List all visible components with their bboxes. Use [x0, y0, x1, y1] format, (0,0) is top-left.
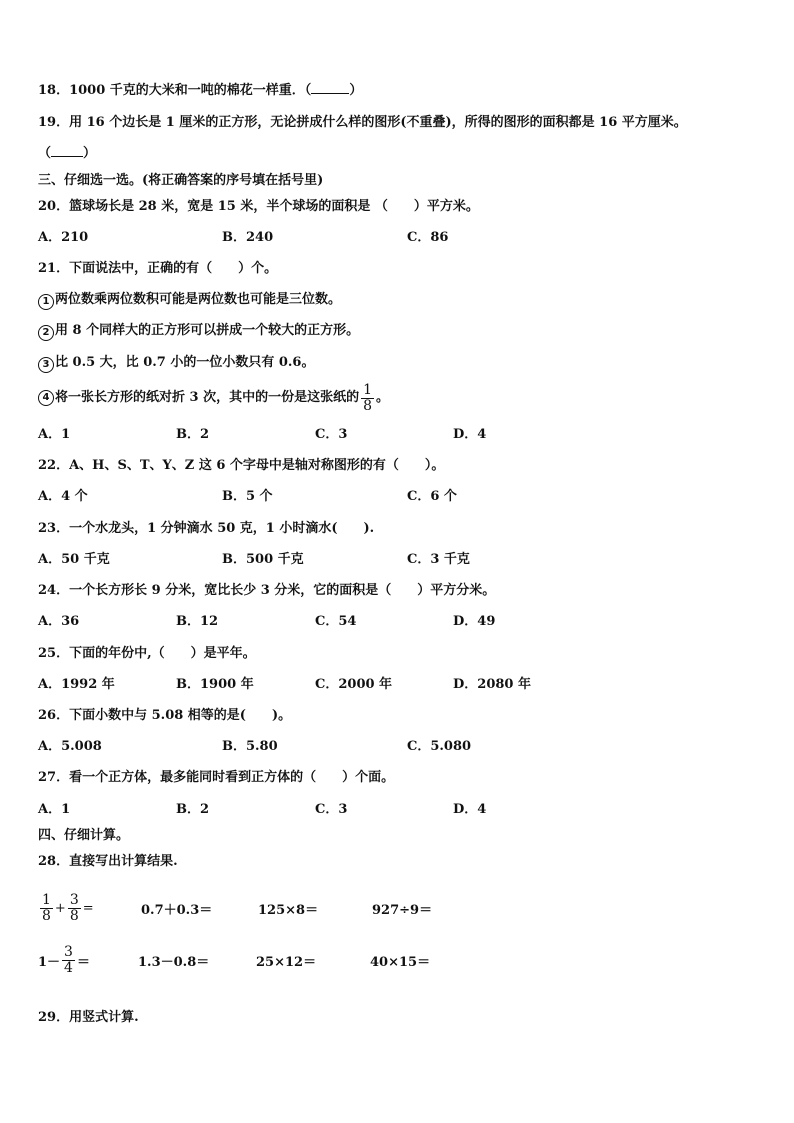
option-a[interactable]: A．1 — [38, 802, 71, 817]
question-number: 25． — [38, 646, 70, 661]
question-number: 29． — [38, 1010, 70, 1025]
statement-3: 3 比 0.5 大，比 0.7 小的一位小数只有 0.6。 — [38, 354, 314, 373]
question-25 — [38, 645, 256, 663]
question-22 — [38, 457, 444, 475]
question-text: 用 16 个边长是 1 厘米的正方形，无论拼成什么样的图形(不重叠)，所得的图形的面积都是 16 平方厘米。 — [69, 115, 687, 130]
question-text: 下面的年份中,（ ）是平年。 — [69, 646, 256, 661]
option-b[interactable]: B．5 个 — [222, 489, 273, 504]
question-27 — [38, 769, 394, 787]
question-18: 18．1000 千克的大米和一吨的棉花一样重．（ ） — [38, 83, 363, 98]
option-d[interactable]: D．2080 年 — [453, 677, 531, 692]
question-text: 下面说法中，正确的有（ ）个。 — [69, 261, 278, 276]
circled-number-1: 1 — [38, 294, 54, 310]
question-number: 22． — [38, 458, 70, 473]
question-text: A、H、S、T、Y、Z 这 6 个字母中是轴对称图形的有（ ）。 — [69, 458, 445, 473]
question-number: 27． — [38, 770, 70, 785]
calc-fraction-add: $\frac{1}{8}$ + $\frac{3}{8}$ = — [42, 891, 94, 924]
section-heading-3: 三、仔细选一选。(将正确答案的序号填在括号里) — [38, 173, 324, 188]
statement-1: 1 两位数乘两位数积可能是两位数也可能是三位数。 — [38, 291, 341, 310]
circled-number-2: 2 — [38, 325, 54, 341]
question-text: 用竖式计算. — [69, 1010, 139, 1025]
option-c[interactable]: C．5.080 — [407, 739, 472, 754]
fraction: $\frac{3}{8}$ — [69, 891, 79, 924]
circled-number-4: 4 — [38, 390, 54, 406]
option-b[interactable]: B．2 — [176, 427, 210, 442]
question-29 — [38, 1009, 139, 1027]
option-a[interactable]: A．4 个 — [38, 489, 88, 504]
question-number: 26． — [38, 708, 70, 723]
option-c[interactable]: C．2000 年 — [315, 677, 393, 692]
option-c[interactable]: C．86 — [407, 230, 449, 245]
option-b[interactable]: B．5.80 — [222, 739, 278, 754]
question-number: 24． — [38, 583, 70, 598]
question-text: 看一个正方体，最多能同时看到正方体的（ ）个面。 — [69, 770, 395, 785]
option-a[interactable]: A．1 — [38, 427, 71, 442]
calc-fraction-subtract: 1－ $\frac{3}{4}$ ＝ — [38, 943, 90, 976]
question-text: 篮球场长是 28 米，宽是 15 米，半个球场的面积是 （ ）平方米。 — [69, 199, 479, 214]
option-c[interactable]: C．3 千克 — [407, 552, 470, 567]
fraction: $\frac{3}{4}$ — [64, 943, 73, 976]
question-number: 23． — [38, 521, 70, 536]
question-28 — [38, 853, 178, 871]
fraction-one-eighth: $\frac{1}{8}$ — [363, 381, 373, 414]
option-b[interactable]: B．2 — [176, 802, 210, 817]
statement-2: 2 用 8 个同样大的正方形可以拼成一个较大的正方形。 — [38, 322, 359, 341]
calc-expression: 25×12＝ — [256, 955, 317, 970]
option-b[interactable]: B．240 — [222, 230, 274, 245]
option-c[interactable]: C．3 — [315, 427, 348, 442]
option-a[interactable]: A．5.008 — [38, 739, 102, 754]
option-b[interactable]: B．1900 年 — [176, 677, 254, 692]
question-19 — [38, 114, 687, 132]
fraction: $\frac{1}{8}$ — [42, 891, 51, 924]
question-20 — [38, 198, 479, 216]
question-21 — [38, 260, 277, 278]
calc-expression: 125×8＝ — [258, 903, 319, 918]
option-a[interactable]: A．50 千克 — [38, 552, 110, 567]
question-23 — [38, 520, 374, 538]
question-text: 一个水龙头，1 分钟滴水 50 克，1 小时滴水( ). — [69, 521, 375, 536]
option-c[interactable]: C．6 个 — [407, 489, 457, 504]
option-a[interactable]: A．36 — [38, 614, 80, 629]
question-text: 下面小数中与 5.08 相等的是( )。 — [69, 708, 292, 723]
question-number: 28． — [38, 854, 70, 869]
option-d[interactable]: D．4 — [453, 427, 487, 442]
calc-expression: 927÷9＝ — [372, 903, 433, 918]
answer-blank[interactable] — [51, 156, 83, 157]
question-text: 1000 千克的大米和一吨的棉花一样重．（ — [69, 83, 312, 98]
question-number: 21． — [38, 261, 70, 276]
question-number: 18． — [38, 83, 70, 98]
section-heading-4: 四、仔细计算。 — [38, 828, 130, 843]
question-19-answer: （ ） — [38, 146, 97, 161]
question-text: 一个长方形长 9 分米，宽比长少 3 分米，它的面积是（ ）平方分米。 — [69, 583, 496, 598]
option-a[interactable]: A．210 — [38, 230, 89, 245]
statement-4: 4 将一张长方形的纸对折 3 次，其中的一份是这张纸的 $\frac{1}{8}$ 。 — [38, 380, 389, 416]
option-d[interactable]: D．49 — [453, 614, 496, 629]
question-24 — [38, 582, 495, 600]
option-d[interactable]: D．4 — [453, 802, 487, 817]
question-26 — [38, 707, 291, 725]
answer-blank[interactable] — [311, 93, 349, 94]
option-c[interactable]: C．54 — [315, 614, 357, 629]
option-b[interactable]: B．12 — [176, 614, 219, 629]
calc-expression: 1.3－0.8＝ — [138, 955, 210, 970]
circled-number-3: 3 — [38, 357, 54, 373]
option-c[interactable]: C．3 — [315, 802, 348, 817]
calc-expression: 0.7＋0.3＝ — [141, 903, 213, 918]
question-number: 19． — [38, 115, 70, 130]
question-number: 20． — [38, 199, 70, 214]
question-text: 直接写出计算结果. — [69, 854, 178, 869]
option-b[interactable]: B．500 千克 — [222, 552, 304, 567]
option-a[interactable]: A．1992 年 — [38, 677, 115, 692]
calc-expression: 40×15＝ — [370, 955, 431, 970]
